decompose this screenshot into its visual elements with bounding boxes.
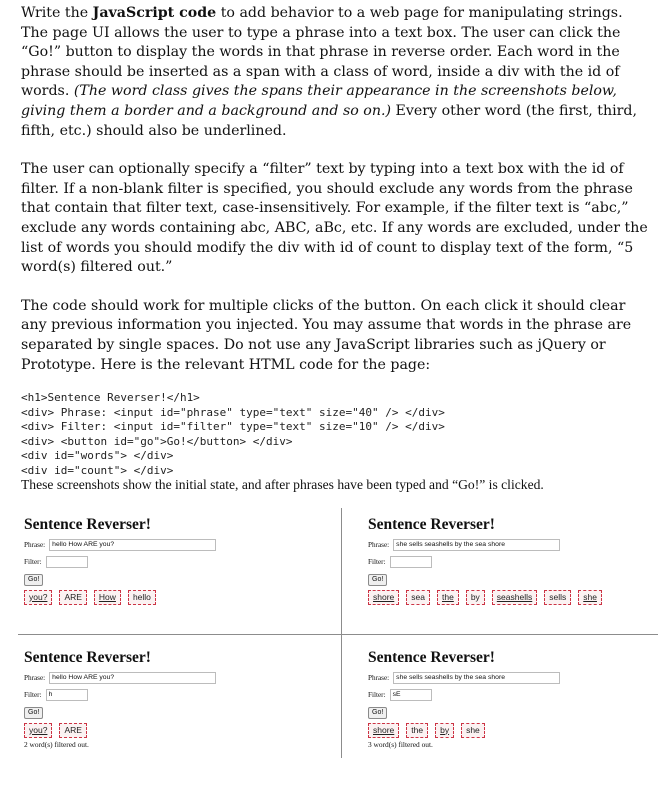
- words-container: [24, 722, 334, 738]
- word-span: you?: [24, 723, 52, 738]
- intro-bold-text: JavaScript code: [92, 5, 217, 21]
- code-line: <h1>Sentence Reverser!</h1>: [21, 391, 200, 405]
- panel-title: Sentence Reverser!: [368, 649, 495, 666]
- phrase-input[interactable]: hello How ARE you?: [49, 672, 216, 684]
- filter-input[interactable]: h: [46, 689, 88, 701]
- filter-input[interactable]: [46, 556, 88, 568]
- word-span: the: [437, 590, 459, 605]
- intro-italic-text: (The word class gives the spans their appearance in the screenshots below, giving them a border and a background and so on.): [21, 83, 617, 119]
- document-body: [21, 4, 649, 479]
- screenshot-panel: [24, 649, 334, 749]
- word-span: she: [461, 723, 485, 738]
- word-span: How: [94, 590, 121, 605]
- screenshots-caption: These screenshots show the initial state, and after phrases have been typed and “Go!” is clicked.: [21, 477, 544, 492]
- filter-input[interactable]: sE: [390, 689, 432, 701]
- panel-title: Sentence Reverser!: [368, 516, 495, 533]
- word-span: sea: [406, 590, 430, 605]
- word-span: you?: [24, 590, 52, 605]
- filter-label: Filter:: [368, 558, 386, 566]
- code-line: <div id="words"> </div>: [21, 449, 174, 463]
- count-text: 3 word(s) filtered out.: [368, 740, 433, 749]
- paragraph-intro: [21, 4, 649, 141]
- intro-text-end: Every other word (the first, third, fifth, etc.) should also be underlined.: [21, 102, 637, 139]
- filter-label: Filter:: [24, 558, 42, 566]
- words-container: [24, 589, 334, 605]
- phrase-input[interactable]: she sells seashells by the sea shore: [393, 672, 560, 684]
- word-span: shore: [368, 723, 399, 738]
- filter-row: [24, 689, 334, 701]
- screenshot-panel: [368, 516, 669, 607]
- phrase-label: Phrase:: [368, 674, 390, 682]
- go-button[interactable]: Go!: [368, 707, 387, 719]
- word-span: the: [406, 723, 428, 738]
- word-span: hello: [128, 590, 156, 605]
- vertical-divider: [341, 508, 342, 758]
- horizontal-divider: [18, 634, 658, 635]
- word-span: by: [435, 723, 454, 738]
- word-span: she: [578, 590, 602, 605]
- code-line: <div id="count"> </div>: [21, 464, 174, 478]
- phrase-row: [24, 672, 334, 684]
- filter-row: [368, 556, 669, 568]
- phrase-label: Phrase:: [24, 674, 46, 682]
- paragraph-behavior: The code should work for multiple clicks of the button. On each click it should clear any previous information you injected. You may assume that words in the phrase are separated by single spaces. Do not use any JavaScript libraries such as jQuery or Prototype. Here is the relevant HTML code for the page:: [21, 297, 632, 373]
- intro-text-cont: to add behavior to a web page for manipulating strings. The page UI allows the user to type a phrase into a text box. The user can click the “Go!” button to display the words in that phrase in reverse order. Each word in the phrase should be inserted as a span with a class of word, inside a div with the id of words.: [21, 5, 623, 100]
- word-span: by: [466, 590, 485, 605]
- go-button[interactable]: Go!: [24, 707, 43, 719]
- phrase-row: [24, 539, 334, 551]
- panel-title: Sentence Reverser!: [24, 516, 151, 533]
- phrase-row: [368, 539, 669, 551]
- go-button[interactable]: Go!: [24, 574, 43, 586]
- filter-label: Filter:: [368, 691, 386, 699]
- phrase-label: Phrase:: [368, 541, 390, 549]
- phrase-row: [368, 672, 669, 684]
- screenshot-panel: [368, 649, 669, 749]
- count-text: 2 word(s) filtered out.: [24, 740, 89, 749]
- code-line: <div> <button id="go">Go!</button> </div>: [21, 434, 293, 448]
- word-span: shore: [368, 590, 399, 605]
- phrase-input[interactable]: hello How ARE you?: [49, 539, 216, 551]
- intro-text: Write the: [21, 5, 93, 21]
- word-span: ARE: [59, 723, 86, 738]
- panel-title: Sentence Reverser!: [24, 649, 151, 666]
- go-button[interactable]: Go!: [368, 574, 387, 586]
- screenshot-panel: [24, 516, 334, 607]
- word-span: ARE: [59, 590, 86, 605]
- words-container: [368, 589, 669, 605]
- filter-row: [368, 689, 669, 701]
- word-span: sells: [544, 590, 571, 605]
- phrase-input[interactable]: she sells seashells by the sea shore: [393, 539, 560, 551]
- phrase-label: Phrase:: [24, 541, 46, 549]
- word-span: seashells: [492, 590, 537, 605]
- code-line: <div> Phrase: <input id="phrase" type="text" size="40" /> </div>: [21, 405, 445, 419]
- html-code-block: [21, 391, 649, 479]
- filter-row: [24, 556, 334, 568]
- paragraph-filter: The user can optionally specify a “filter” text by typing into a text box with the id of filter. If a non-blank filter is specified, you should exclude any words from the phrase that contain that filter text, case-insensitively. For example, if the filter text is “abc,” exclude any words containing abc, ABC, aBc, etc. If any words are excluded, under the list of words you should modify the div with id of count to display text of the form, “5 word(s) filtered out.”: [21, 161, 648, 276]
- screenshots-grid: [18, 508, 658, 758]
- code-line: <div> Filter: <input id="filter" type="text" size="10" /> </div>: [21, 420, 445, 434]
- filter-label: Filter:: [24, 691, 42, 699]
- words-container: [368, 722, 669, 738]
- filter-input[interactable]: [390, 556, 432, 568]
